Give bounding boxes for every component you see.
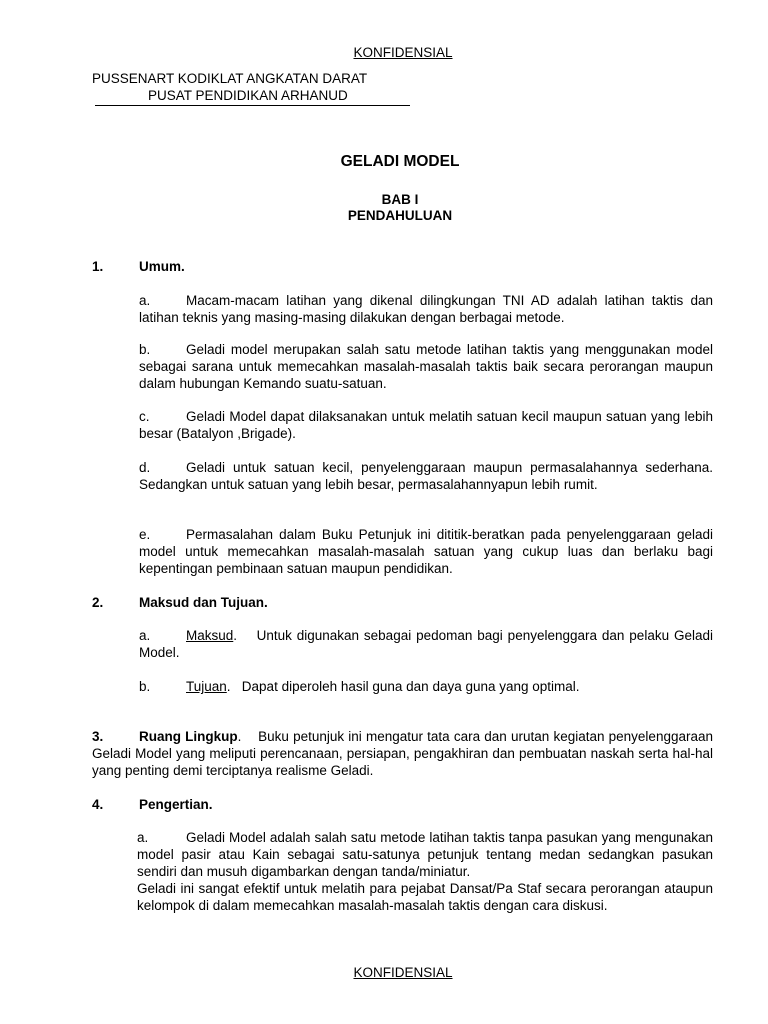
header-line-2: PUSAT PENDIDIKAN ARHANUD xyxy=(148,88,348,103)
section-1-item-d xyxy=(139,459,713,493)
item-text: Geladi model merupakan salah satu metode latihan taktis yang menggunakan model sebagai sarana untuk memecahkan masalah-masalah taktis baik secara perorangan maupun dalam hubungan Kemando suatu-satuan. xyxy=(139,342,713,391)
item-text-continued: Geladi ini sangat efektif untuk melatih para pejabat Dansat/Pa Staf secara perorangan ataupun kelompok di dalam memecahkan masalah-masalah taktis dengan cara diskusi. xyxy=(137,881,713,913)
section-2-number: 2. xyxy=(92,595,104,610)
item-term: Maksud xyxy=(186,628,234,643)
section-4-item-a xyxy=(137,829,713,914)
item-letter: a. xyxy=(137,830,149,845)
item-text: Geladi untuk satuan kecil, penyelenggaraan maupun permasalahannya sederhana. Sedangkan untuk satuan yang lebih besar, permasalahannyapun lebih rumit. xyxy=(139,460,713,492)
item-term: Tujuan xyxy=(186,679,227,694)
section-3: 3. Ruang Lingkup. Buku petunjuk ini mengatur tata cara dan urutan kegiatan penyelenggaraan Geladi Model yang meliputi perencanaan, persiapan, pengakhiran dan pembuatan naskah serta hal-hal yang penting demi terciptanya realisme Geladi. xyxy=(92,729,713,778)
classification-label: KONFIDENSIAL xyxy=(353,45,453,60)
section-4-title: Pengertian. xyxy=(139,797,213,812)
classification-top xyxy=(0,44,768,61)
item-letter: c. xyxy=(139,409,150,424)
section-3-title: Ruang Lingkup xyxy=(139,729,238,744)
section-4-number: 4. xyxy=(92,797,104,812)
item-text: Dapat diperoleh hasil guna dan daya guna yang optimal. xyxy=(241,679,580,694)
header-line-1: PUSSENART KODIKLAT ANGKATAN DARAT xyxy=(92,71,368,86)
page-title: GELADI MODEL xyxy=(340,153,460,170)
item-letter: b. xyxy=(139,342,151,357)
item-text: Permasalahan dalam Buku Petunjuk ini dititik-beratkan pada penyelenggaraan geladi model untuk memecahkan masalah-masalah satuan yang cukup luas dan berlaku bagi kepentingan pembinaan satuan maupun pendidikan. xyxy=(139,527,713,576)
section-1-item-e xyxy=(139,526,713,577)
section-2-title: Maksud dan Tujuan. xyxy=(139,595,268,610)
item-letter: a. xyxy=(139,628,151,643)
header-rule xyxy=(95,105,410,106)
section-3-text: Buku petunjuk ini mengatur tata cara dan urutan kegiatan penyelenggaraan Geladi Model yang meliputi perencanaan, persiapan, pengakhiran dan pembuatan naskah serta hal-hal yang penting demi terciptanya realisme Geladi. xyxy=(92,729,713,778)
item-letter: e. xyxy=(139,527,151,542)
chapter-number: BAB I xyxy=(381,192,419,207)
item-text: Geladi Model dapat dilaksanakan untuk melatih satuan kecil maupun satuan yang lebih besar (Batalyon ,Brigade). xyxy=(139,409,713,441)
section-2-item-b: b. Tujuan. Dapat diperoleh hasil guna dan daya guna yang optimal. xyxy=(139,679,580,694)
section-1-title: Umum. xyxy=(139,259,185,274)
section-1-item-c xyxy=(139,408,713,442)
item-letter: b. xyxy=(139,679,151,694)
section-1-number: 1. xyxy=(92,259,104,274)
item-text: Untuk digunakan sebagai pedoman bagi penyelenggara dan pelaku Geladi Model. xyxy=(139,628,713,660)
chapter-name: PENDAHULUAN xyxy=(347,208,453,223)
item-letter: a. xyxy=(139,293,151,308)
section-3-number: 3. xyxy=(92,729,104,744)
item-text: Geladi Model adalah salah satu metode latihan taktis tanpa pasukan yang mengunakan model pasir atau Kain sebagai satu-satunya petunjuk tentang medan sedangkan pasukan sendiri dan musuh digambarkan dengan tanda/miniatur. xyxy=(137,830,713,879)
section-1-item-a xyxy=(139,292,713,326)
section-2-item-a: a. Maksud. Untuk digunakan sebagai pedoman bagi penyelenggara dan pelaku Geladi Model. xyxy=(139,628,713,660)
section-1-item-b xyxy=(139,341,713,392)
item-text: Macam-macam latihan yang dikenal dilingkungan TNI AD adalah latihan taktis dan latihan teknis yang masing-masing dilakukan dengan berbagai metode. xyxy=(139,293,713,325)
classification-bottom xyxy=(0,964,768,981)
item-letter: d. xyxy=(139,460,151,475)
classification-label: KONFIDENSIAL xyxy=(353,965,453,980)
